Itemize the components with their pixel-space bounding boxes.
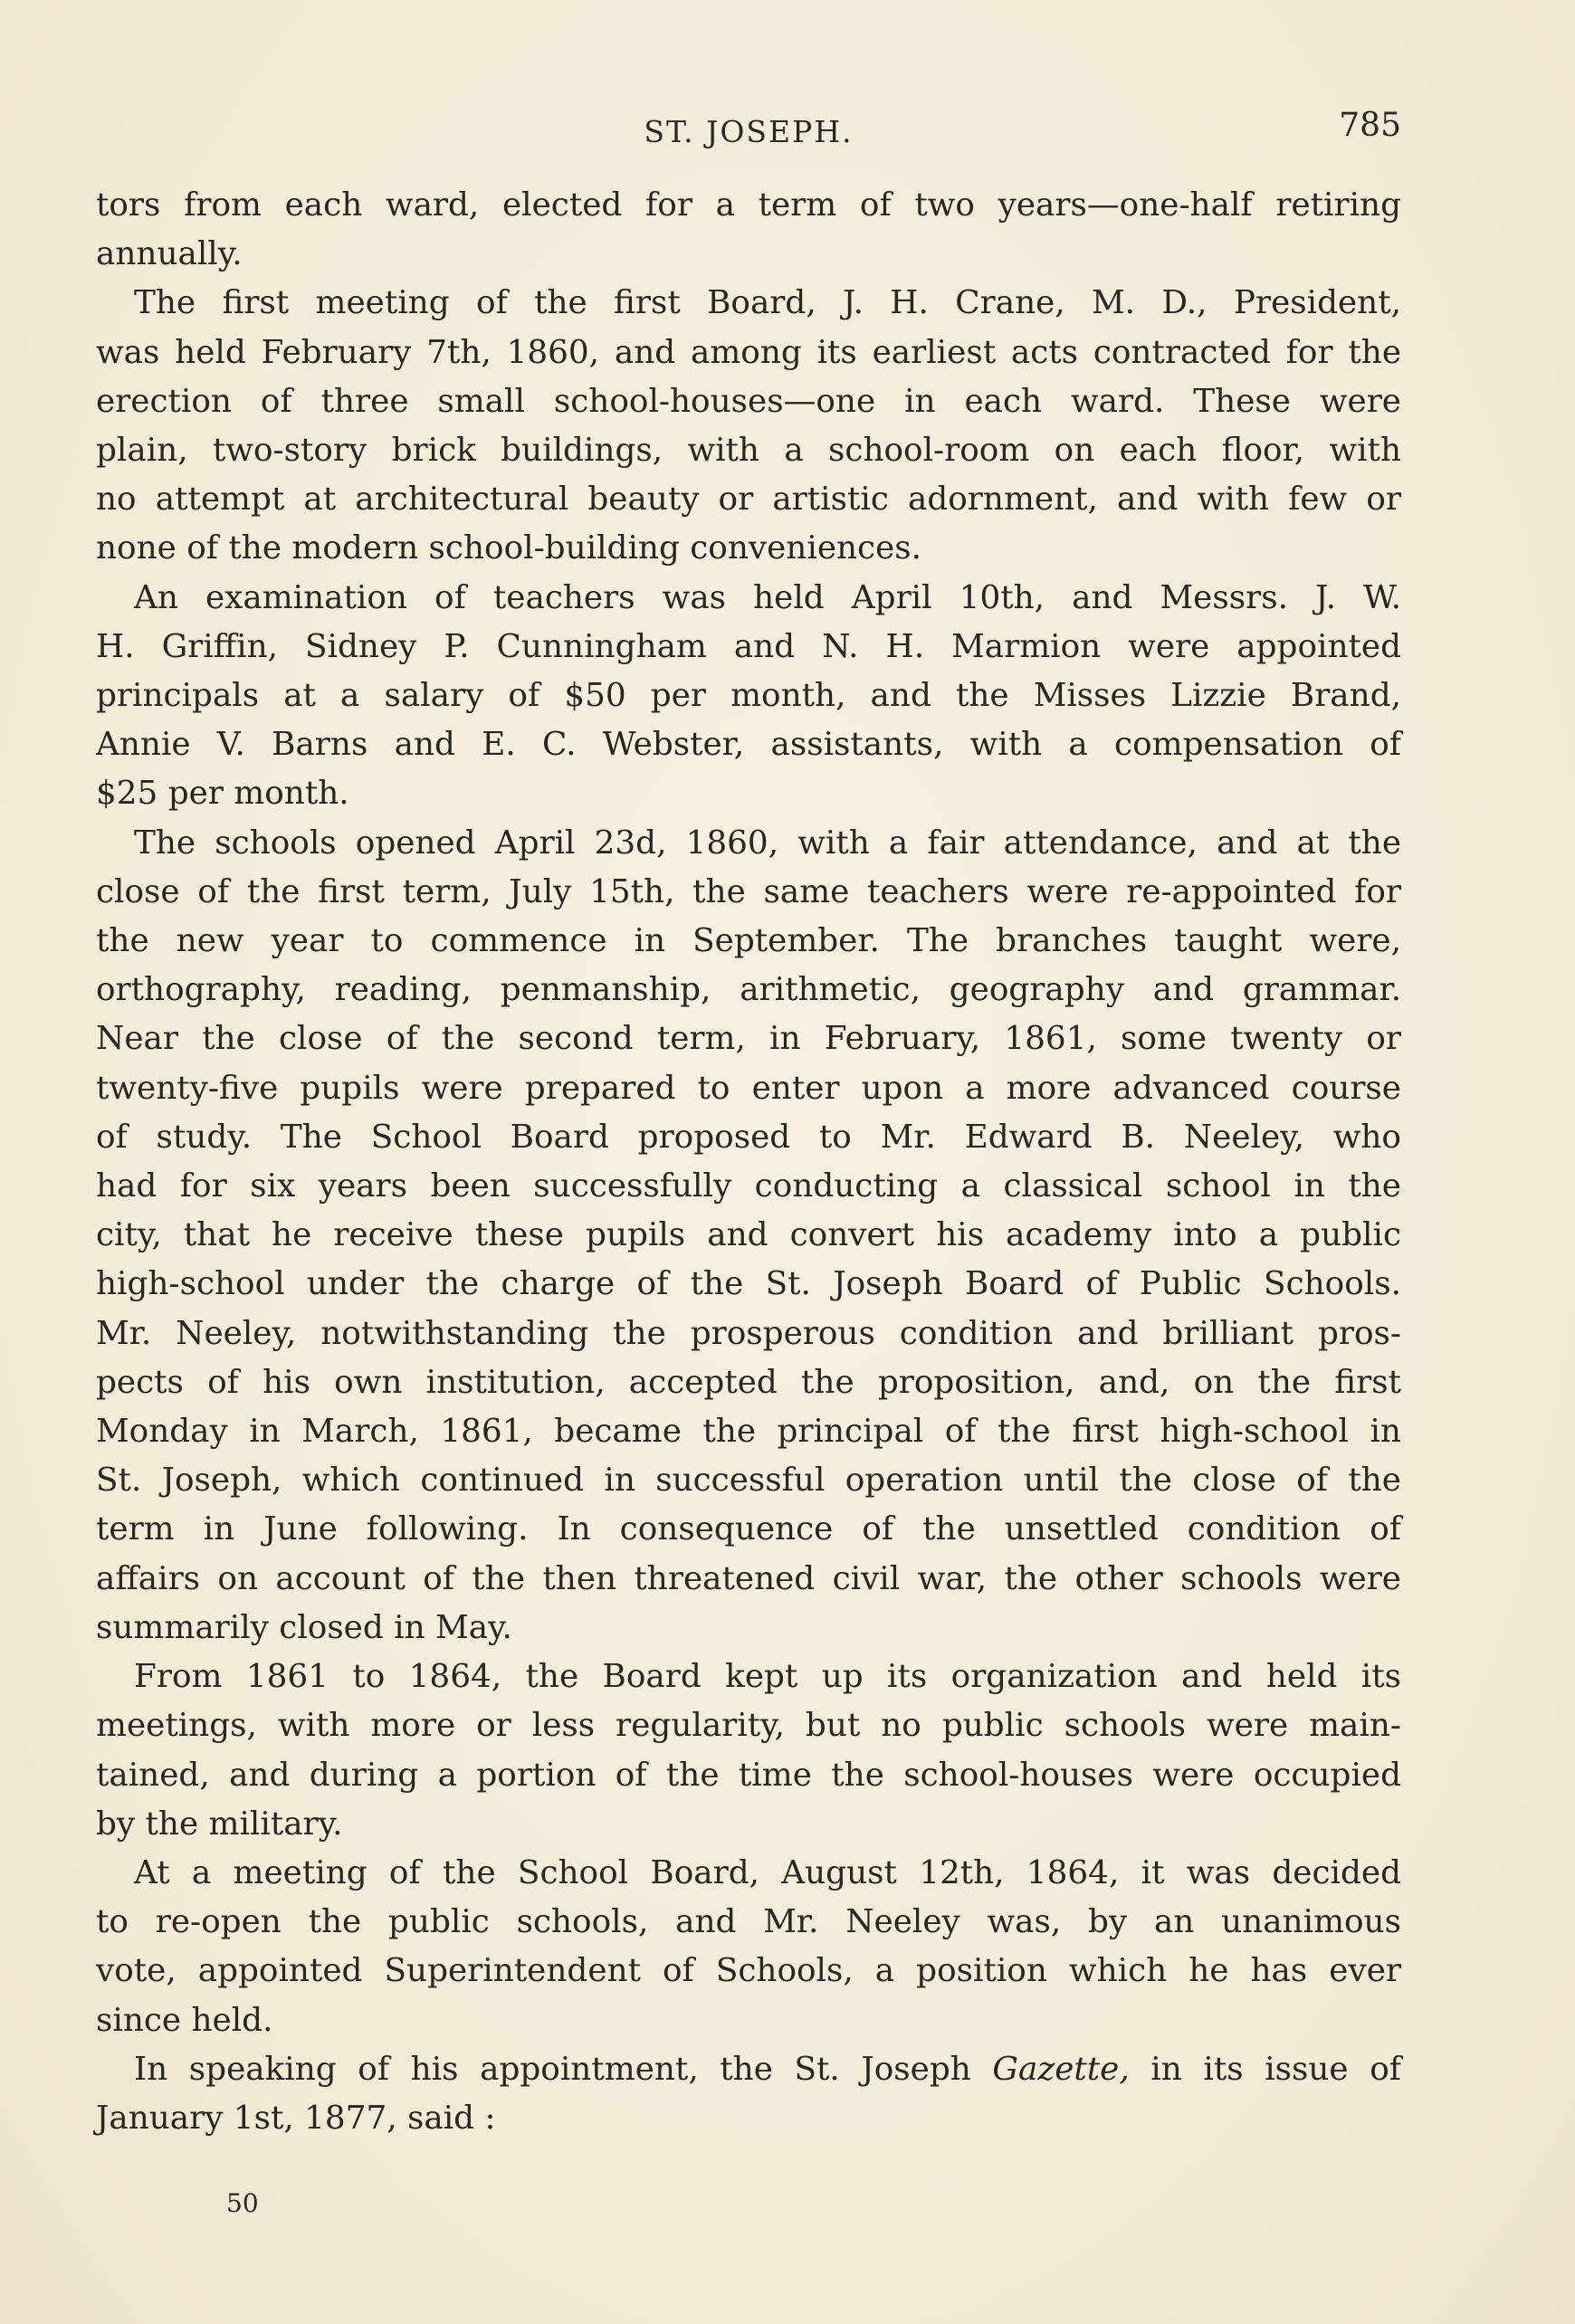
text-line: close of the first term, July 15th, the same teachers were re-appointed for [96,872,1401,910]
text-line: An examination of teachers was held April 10th, and Messrs. J. W. [134,578,1401,616]
text-line: $25 per month. [96,775,349,813]
text-line: of study. The School Board proposed to Mr. Edward B. Neeley, who [96,1118,1401,1156]
paragraph-5 [96,1653,1401,1849]
running-title: ST. JOSEPH. [644,114,854,149]
page-number: 785 [1339,107,1401,144]
text-line: tained, and during a portion of the time the school-houses were occupied [96,1756,1401,1794]
text-line: twenty-five pupils were prepared to enter upon a more advanced course [96,1069,1401,1107]
text-line: plain, two-story brick buildings, with a school-room on each floor, with [96,432,1401,470]
text-line: The schools opened April 23d, 1860, with a fair attendance, and at the [134,824,1401,862]
text-line: affairs on account of the then threatened civil war, the other schools were [96,1559,1401,1597]
text-line: annually. [96,235,243,273]
text-line: The first meeting of the first Board, J. H. Crane, M. D., President, [134,284,1401,322]
paragraph-3 [96,574,1401,819]
text-line: January 1st, 1877, said : [96,2099,496,2137]
paragraph-4 [96,819,1401,1653]
paragraph-1 [96,181,1401,279]
text-line: high-school under the charge of the St. Joseph Board of Public Schools. [96,1265,1401,1303]
text-line: city, that he receive these pupils and convert his academy into a public [96,1216,1401,1254]
paragraph-6 [96,1849,1401,2045]
text-line: meetings, with more or less regularity, but no public schools were main- [96,1707,1401,1745]
text-line: by the military. [96,1805,343,1843]
text-line: tors from each ward, elected for a term of two years—one-half retiring [96,186,1401,224]
signature-mark: 50 [226,2188,259,2218]
text-line: no attempt at architectural beauty or artistic adornment, and with few or [96,481,1401,519]
text-line: had for six years been successfully conducting a classical school in the [96,1167,1401,1205]
text-line [96,2045,1401,2094]
text-line: pects of his own institution, accepted the proposition, and, on the first [96,1363,1401,1401]
page-header [96,107,1401,161]
text-line: none of the modern school-building conveniences. [96,529,922,567]
text-line: H. Griffin, Sidney P. Cunningham and N. H. Marmion were appointed [96,627,1401,665]
text-line: term in June following. In consequence of the unsettled condition of [96,1510,1401,1548]
text-line: Mr. Neeley, notwithstanding the prosperous condition and brilliant pros- [96,1314,1401,1352]
text-line: erection of three small school-houses—one in each ward. These were [96,382,1401,420]
text-segment: in its issue of [1129,2050,1402,2088]
text-line: orthography, reading, penmanship, arithmetic, geography and grammar. [96,971,1401,1009]
text-segment: In speaking of his appointment, the St. Joseph [134,2050,993,2088]
text-line: Monday in March, 1861, became the principal of the first high-school in [96,1413,1401,1451]
text-line: summarily closed in May. [96,1608,512,1646]
text-line: Annie V. Barns and E. C. Webster, assistants, with a compensation of [96,726,1401,764]
text-line: was held February 7th, 1860, and among its earliest acts contracted for the [96,333,1401,371]
text-line: From 1861 to 1864, the Board kept up its organization and held its [134,1658,1401,1696]
text-line: to re-open the public schools, and Mr. Neeley was, by an unanimous [96,1903,1401,1941]
text-line: vote, appointed Superintendent of Schools, a position which he has ever [96,1952,1401,1990]
body-text [96,181,1401,2143]
text-line: St. Joseph, which continued in successful operation until the close of the [96,1462,1401,1500]
text-line: since held. [96,2001,273,2039]
text-line: principals at a salary of $50 per month, and the Misses Lizzie Brand, [96,677,1401,715]
text-line: the new year to commence in September. The branches taught were, [96,922,1401,960]
newspaper-title: Gazette, [992,2050,1130,2088]
text-line: At a meeting of the School Board, August 12th, 1864, it was decided [134,1853,1401,1891]
paragraph-7 [96,2045,1401,2143]
paragraph-2 [96,279,1401,573]
text-line: Near the close of the second term, in February, 1861, some twenty or [96,1020,1401,1058]
